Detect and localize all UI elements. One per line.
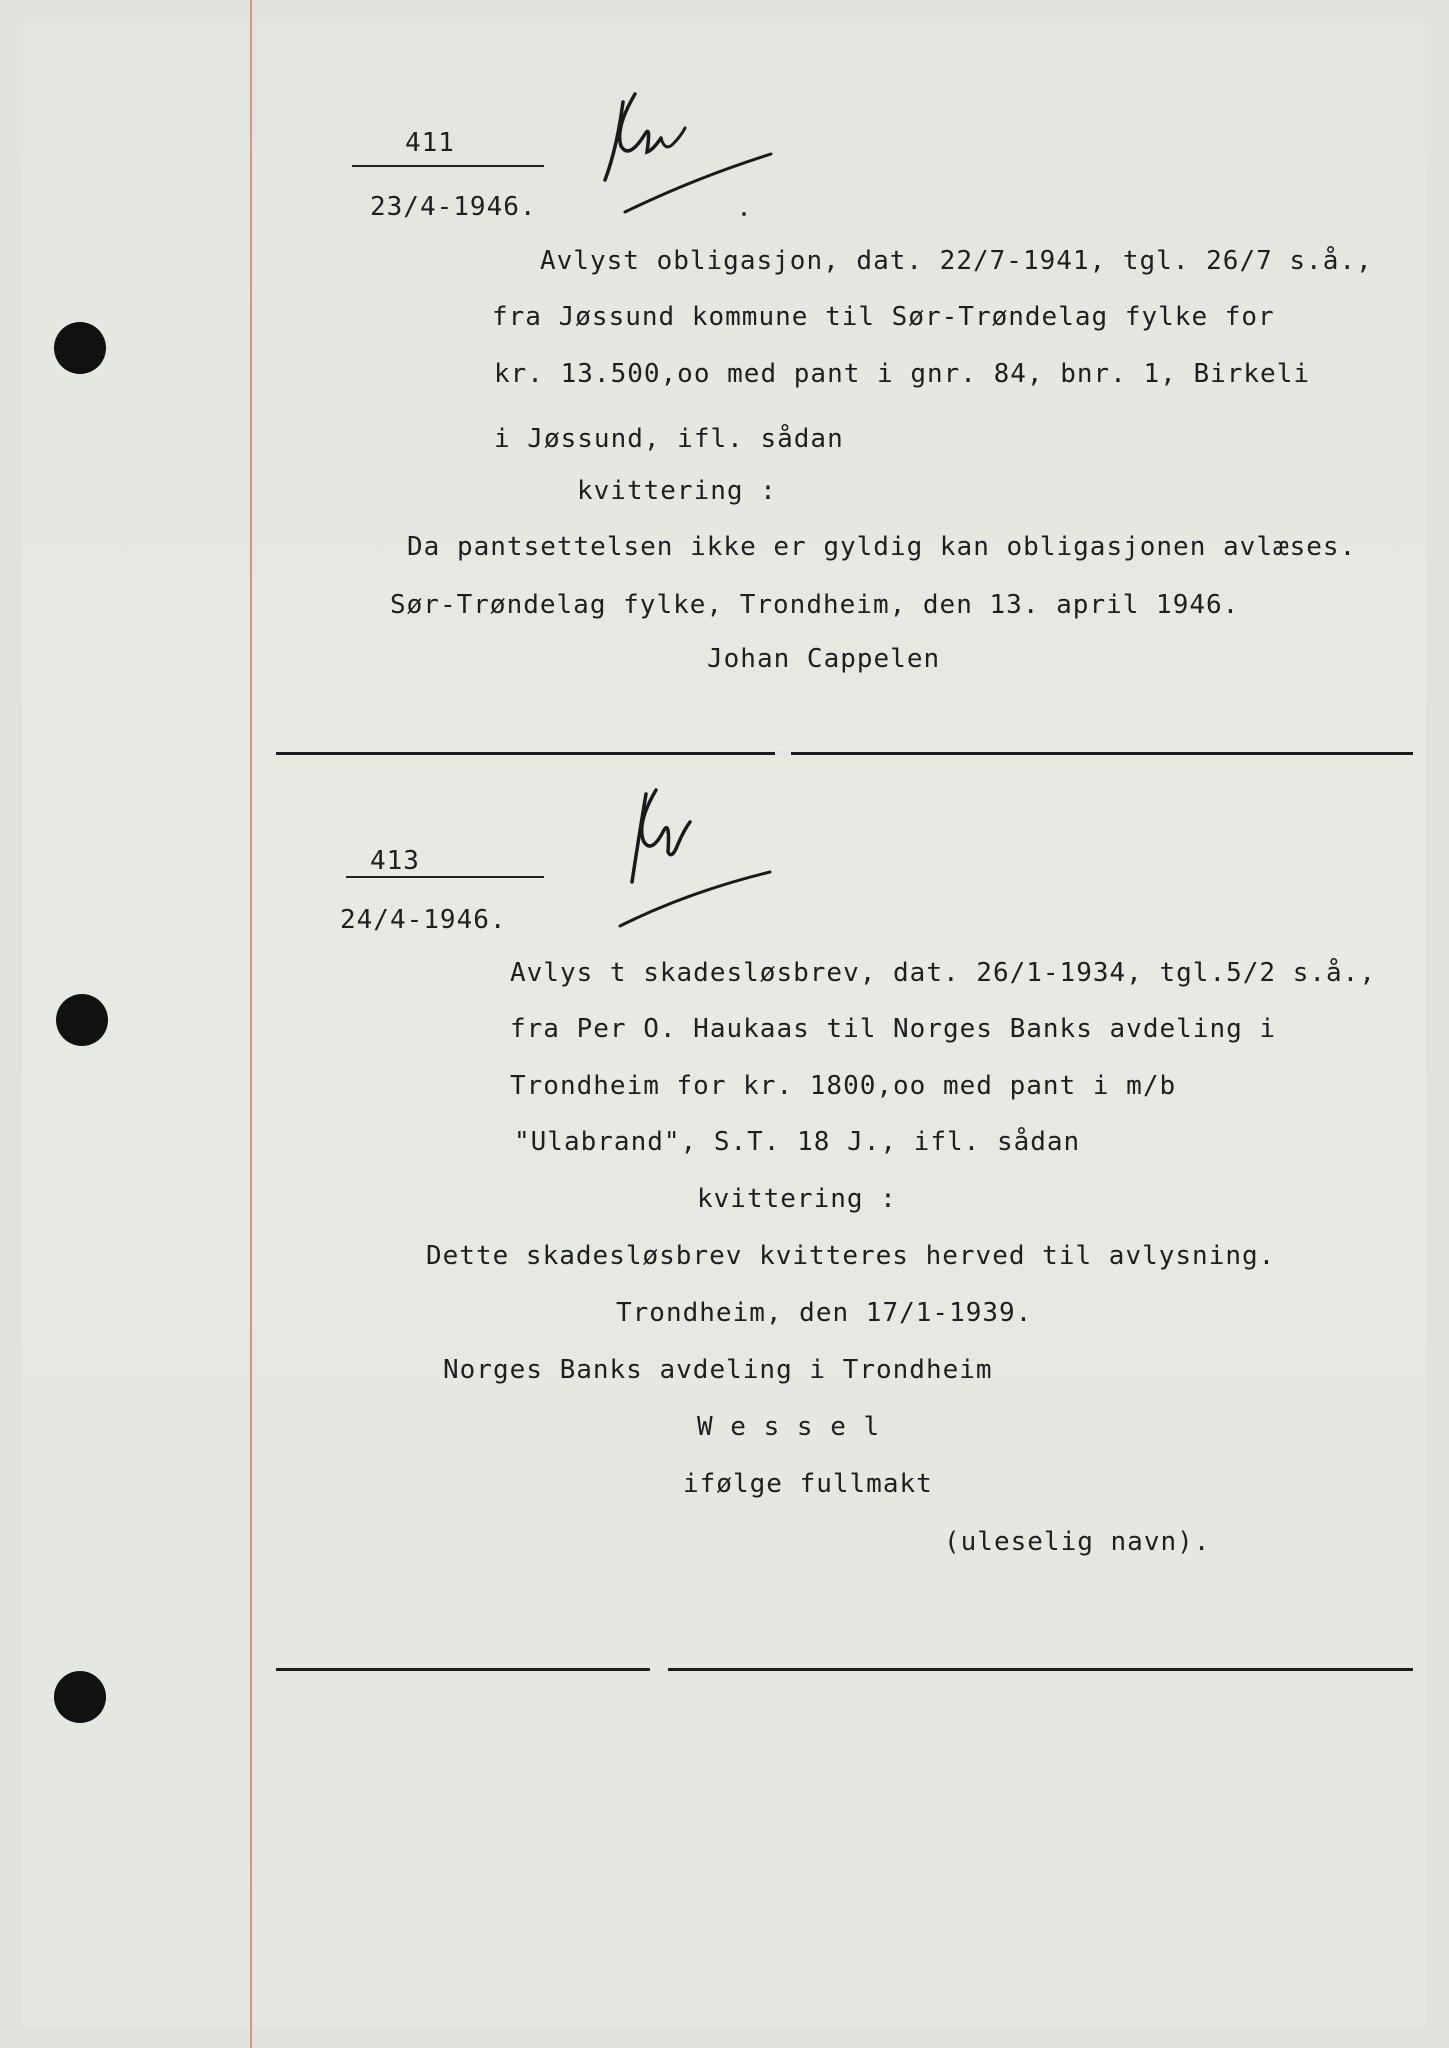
entry-number-underline [346,876,544,878]
margin-line [250,0,252,2048]
authority-note: ifølge fullmakt [683,1469,933,1499]
entry-line: i Jøssund, ifl. sådan [494,424,844,454]
entry-line: kr. 13.500,oo med pant i gnr. 84, bnr. 1, Birkeli [494,359,1311,389]
entry-number: 413 [370,846,420,876]
signer-name: Johan Cappelen [707,644,941,674]
place-date: Trondheim, den 17/1-1939. [616,1298,1033,1328]
separator-gap [650,1667,668,1672]
entry-line: Avlyst obligasjon, dat. 22/7-1941, tgl. 26/7 s.å., [540,246,1373,276]
kvittering-heading: kvittering : [577,476,777,506]
receipt-text: Dette skadesløsbrev kvitteres herved til avlysning. [426,1241,1276,1271]
entry-number-underline [352,165,544,167]
receipt-text: Da pantsettelsen ikke er gyldig kan obligasjonen avlæses. [407,532,1357,562]
entry-line: fra Per O. Haukaas til Norges Banks avdeling i [510,1014,1277,1044]
signer-name: W e s s e l [697,1412,881,1442]
entry-date: 24/4-1946. [340,905,507,935]
entry-number: 411 [405,128,455,158]
institution-name: Norges Banks avdeling i Trondheim [443,1355,993,1385]
entry-line: Trondheim for kr. 1800,oo med pant i m/b [510,1071,1177,1101]
handwritten-initials [595,88,785,218]
ink-dot [742,212,746,216]
place-date: Sør-Trøndelag fylke, Trondheim, den 13. april 1946. [390,590,1240,620]
entry-separator [276,1668,1413,1671]
entry-line: Avlys t skadesløsbrev, dat. 26/1-1934, tgl.5/2 s.å., [510,958,1376,988]
punch-hole [54,1671,106,1723]
punch-hole [54,322,106,374]
entry-separator [276,752,1413,755]
handwritten-initials [608,782,788,932]
illegible-name: (uleselig navn). [944,1527,1211,1557]
entry-line: fra Jøssund kommune til Sør-Trøndelag fylke for [492,302,1275,332]
separator-gap [775,751,791,756]
punch-hole [56,994,108,1046]
entry-date: 23/4-1946. [370,192,537,222]
kvittering-heading: kvittering : [697,1184,897,1214]
entry-line: "Ulabrand", S.T. 18 J., ifl. sådan [514,1127,1081,1157]
